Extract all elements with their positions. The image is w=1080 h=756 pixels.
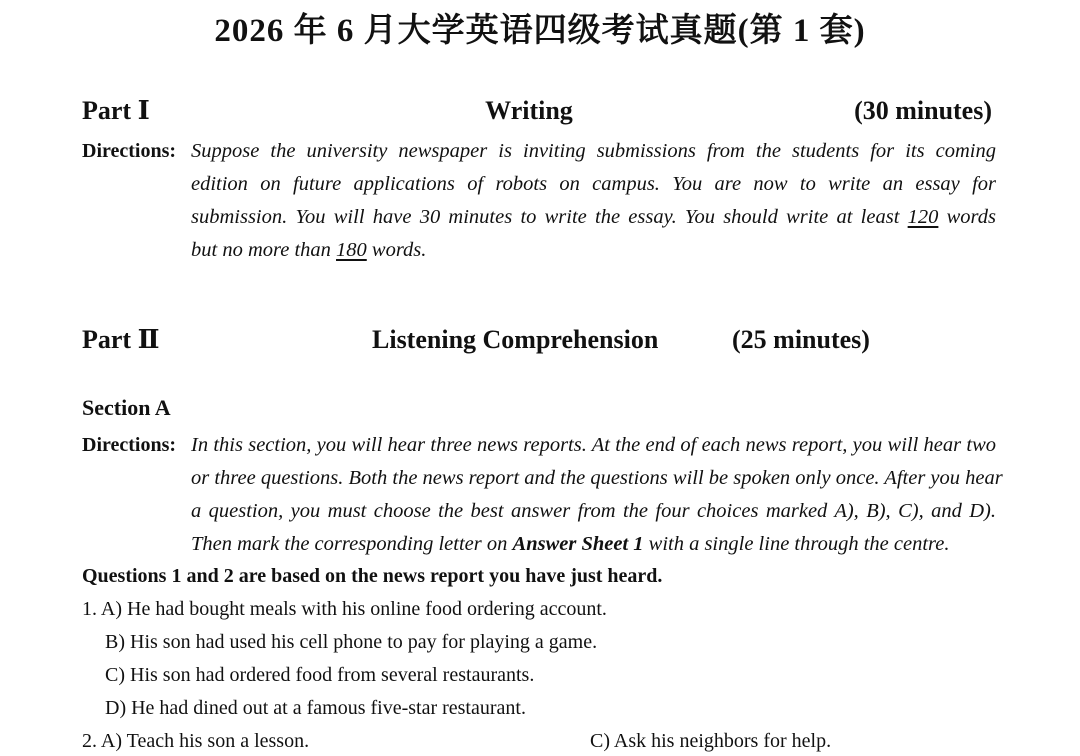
- part2-directions-label: Directions:: [82, 434, 177, 456]
- section-a-heading: Section A: [82, 395, 171, 420]
- part1-directions-line-1: Suppose the university newspaper is inviting submissions from the students for its coming: [191, 140, 996, 162]
- part2-directions-line-2: or three questions. Both the news report and the questions will be spoken only once. After you hear: [191, 467, 1003, 489]
- part2-directions-line-4: [191, 533, 949, 556]
- question-group-header: Questions 1 and 2 are based on the news report you have just heard.: [82, 565, 663, 587]
- part2-name: Listening Comprehension: [372, 325, 659, 354]
- text-run: words: [938, 206, 996, 228]
- text-run: with a single line through the centre.: [643, 533, 950, 555]
- q1-option-b: B) His son had used his cell phone to pay for playing a game.: [105, 631, 598, 653]
- word-limit-min: 120: [907, 206, 939, 228]
- part1-directions-line-3: [191, 206, 996, 229]
- q1-option-a: 1. A) He had bought meals with his online food ordering account.: [82, 598, 607, 620]
- part2-directions-line-1: In this section, you will hear three news reports. At the end of each news report, you will hear two: [191, 434, 996, 456]
- part2-label: Part Ⅱ: [82, 325, 160, 354]
- word-limit-max: 180: [336, 239, 367, 261]
- part1-time: (30 minutes): [854, 96, 992, 125]
- q2-option-a: 2. A) Teach his son a lesson.: [82, 730, 310, 752]
- part2-directions-line-3: a question, you must choose the best answer from the four choices marked A), B), C), and D).: [191, 500, 996, 522]
- answer-sheet-ref: Answer Sheet 1: [512, 533, 644, 555]
- part1-label: Part Ⅰ: [82, 96, 150, 125]
- part2-time: (25 minutes): [732, 325, 870, 354]
- q1-option-d: D) He had dined out at a famous five-star restaurant.: [105, 697, 526, 719]
- part1-directions-label: Directions:: [82, 140, 177, 162]
- q2-option-c: C) Ask his neighbors for help.: [590, 730, 832, 752]
- part1-directions-line-4: [191, 239, 426, 262]
- q1-option-c: C) His son had ordered food from several restaurants.: [105, 664, 535, 686]
- text-run: but no more than: [191, 239, 337, 261]
- part1-directions-line-2: edition on future applications of robots on campus. You are now to write an essay for: [191, 173, 996, 195]
- page-title: 2026 年 6 月大学英语四级考试真题(第 1 套): [214, 13, 866, 49]
- text-run: words.: [366, 239, 427, 261]
- text-run: Then mark the corresponding letter on: [191, 533, 513, 555]
- part1-name: Writing: [485, 96, 573, 125]
- text-run: submission. You will have 30 minutes to write the essay. You should write at least: [191, 206, 908, 228]
